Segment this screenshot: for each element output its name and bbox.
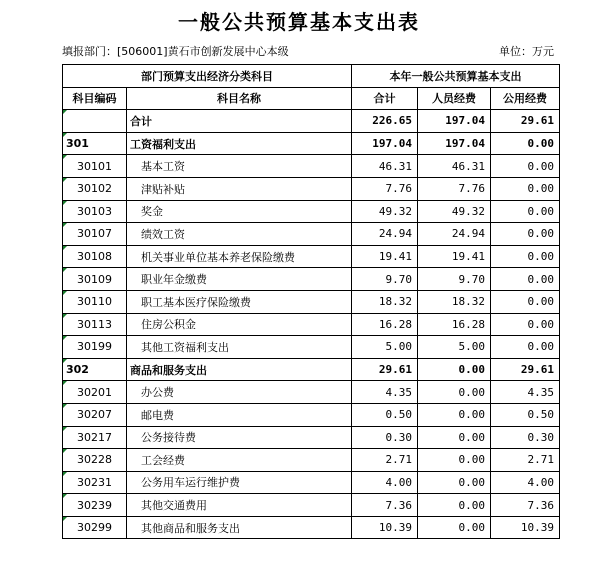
- total-cell: 4.35: [352, 381, 418, 404]
- total-cell: 0.30: [352, 426, 418, 449]
- personnel-cell: 0.00: [418, 449, 491, 472]
- total-cell: 19.41: [352, 245, 418, 268]
- budget-table: [62, 64, 560, 539]
- table-row: [63, 516, 560, 539]
- code-cell: 30231: [63, 471, 127, 494]
- total-cell: 0.50: [352, 403, 418, 426]
- personnel-cell: 9.70: [418, 268, 491, 291]
- header-name: 科目名称: [127, 87, 352, 110]
- total-cell: 29.61: [352, 358, 418, 381]
- code-cell: 301: [63, 132, 127, 155]
- public-cell: 0.00: [491, 290, 560, 313]
- table-row: [63, 471, 560, 494]
- code-cell: 30217: [63, 426, 127, 449]
- budget-table-body: [63, 65, 560, 539]
- total-cell: 18.32: [352, 290, 418, 313]
- name-cell: 合计: [127, 110, 352, 133]
- public-cell: 29.61: [491, 110, 560, 133]
- public-cell: 2.71: [491, 449, 560, 472]
- table-row: [63, 494, 560, 517]
- personnel-cell: 19.41: [418, 245, 491, 268]
- total-cell: 4.00: [352, 471, 418, 494]
- table-row: [63, 358, 560, 381]
- header-personnel: 人员经费: [418, 87, 491, 110]
- name-cell: 住房公积金: [127, 313, 352, 336]
- name-cell: 其他工资福利支出: [127, 336, 352, 359]
- public-cell: 0.00: [491, 336, 560, 359]
- name-cell: 商品和服务支出: [127, 358, 352, 381]
- total-cell: 7.76: [352, 177, 418, 200]
- public-cell: 0.50: [491, 403, 560, 426]
- total-cell: 226.65: [352, 110, 418, 133]
- code-cell: 30228: [63, 449, 127, 472]
- table-row: [63, 403, 560, 426]
- code-cell: 30207: [63, 403, 127, 426]
- personnel-cell: 197.04: [418, 110, 491, 133]
- personnel-cell: 0.00: [418, 494, 491, 517]
- code-cell: 30299: [63, 516, 127, 539]
- dept-label: 填报部门：[506001]黄石市创新发展中心本级: [62, 45, 289, 58]
- public-cell: 4.35: [491, 381, 560, 404]
- table-row: [63, 268, 560, 291]
- personnel-cell: 5.00: [418, 336, 491, 359]
- name-cell: 公务接待费: [127, 426, 352, 449]
- public-cell: 4.00: [491, 471, 560, 494]
- table-row: [63, 110, 560, 133]
- total-cell: 9.70: [352, 268, 418, 291]
- name-cell: 办公费: [127, 381, 352, 404]
- name-cell: 工资福利支出: [127, 132, 352, 155]
- unit-label: 单位：万元: [499, 45, 554, 58]
- header-group-right: 本年一般公共预算基本支出: [352, 65, 560, 88]
- public-cell: 0.00: [491, 200, 560, 223]
- name-cell: 机关事业单位基本养老保险缴费: [127, 245, 352, 268]
- total-cell: 197.04: [352, 132, 418, 155]
- name-cell: 职工基本医疗保险缴费: [127, 290, 352, 313]
- name-cell: 津贴补贴: [127, 177, 352, 200]
- table-row: [63, 177, 560, 200]
- header-group-left: 部门预算支出经济分类科目: [63, 65, 352, 88]
- name-cell: 公务用车运行维护费: [127, 471, 352, 494]
- public-cell: 0.00: [491, 155, 560, 178]
- header-column-row: [63, 87, 560, 110]
- name-cell: 工会经费: [127, 449, 352, 472]
- table-row: [63, 426, 560, 449]
- code-cell: 30113: [63, 313, 127, 336]
- name-cell: 基本工资: [127, 155, 352, 178]
- total-cell: 24.94: [352, 223, 418, 246]
- personnel-cell: 0.00: [418, 403, 491, 426]
- table-row: [63, 132, 560, 155]
- name-cell: 其他商品和服务支出: [127, 516, 352, 539]
- code-cell: 30110: [63, 290, 127, 313]
- public-cell: 7.36: [491, 494, 560, 517]
- public-cell: 0.00: [491, 245, 560, 268]
- code-cell: 30101: [63, 155, 127, 178]
- personnel-cell: 49.32: [418, 200, 491, 223]
- personnel-cell: 0.00: [418, 381, 491, 404]
- page-title: 一般公共预算基本支出表: [178, 10, 420, 34]
- name-cell: 绩效工资: [127, 223, 352, 246]
- public-cell: 0.00: [491, 132, 560, 155]
- table-row: [63, 200, 560, 223]
- personnel-cell: 16.28: [418, 313, 491, 336]
- total-cell: 7.36: [352, 494, 418, 517]
- public-cell: 0.00: [491, 177, 560, 200]
- code-cell: [63, 110, 127, 133]
- header-total: 合计: [352, 87, 418, 110]
- public-cell: 0.00: [491, 268, 560, 291]
- personnel-cell: 0.00: [418, 426, 491, 449]
- code-cell: 30102: [63, 177, 127, 200]
- name-cell: 邮电费: [127, 403, 352, 426]
- header-code: 科目编码: [63, 87, 127, 110]
- total-cell: 2.71: [352, 449, 418, 472]
- table-row: [63, 223, 560, 246]
- personnel-cell: 46.31: [418, 155, 491, 178]
- code-cell: 30239: [63, 494, 127, 517]
- total-cell: 16.28: [352, 313, 418, 336]
- total-cell: 5.00: [352, 336, 418, 359]
- header-group-row: [63, 65, 560, 88]
- personnel-cell: 0.00: [418, 358, 491, 381]
- table-row: [63, 245, 560, 268]
- personnel-cell: 18.32: [418, 290, 491, 313]
- total-cell: 49.32: [352, 200, 418, 223]
- personnel-cell: 7.76: [418, 177, 491, 200]
- code-cell: 30107: [63, 223, 127, 246]
- public-cell: 0.00: [491, 313, 560, 336]
- personnel-cell: 0.00: [418, 471, 491, 494]
- table-row: [63, 155, 560, 178]
- table-row: [63, 381, 560, 404]
- public-cell: 10.39: [491, 516, 560, 539]
- table-row: [63, 313, 560, 336]
- table-row: [63, 290, 560, 313]
- personnel-cell: 0.00: [418, 516, 491, 539]
- personnel-cell: 197.04: [418, 132, 491, 155]
- table-row: [63, 336, 560, 359]
- name-cell: 其他交通费用: [127, 494, 352, 517]
- public-cell: 0.00: [491, 223, 560, 246]
- code-cell: 302: [63, 358, 127, 381]
- name-cell: 奖金: [127, 200, 352, 223]
- code-cell: 30109: [63, 268, 127, 291]
- code-cell: 30108: [63, 245, 127, 268]
- name-cell: 职业年金缴费: [127, 268, 352, 291]
- code-cell: 30103: [63, 200, 127, 223]
- code-cell: 30199: [63, 336, 127, 359]
- public-cell: 29.61: [491, 358, 560, 381]
- code-cell: 30201: [63, 381, 127, 404]
- table-row: [63, 449, 560, 472]
- total-cell: 10.39: [352, 516, 418, 539]
- personnel-cell: 24.94: [418, 223, 491, 246]
- public-cell: 0.30: [491, 426, 560, 449]
- total-cell: 46.31: [352, 155, 418, 178]
- header-public: 公用经费: [491, 87, 560, 110]
